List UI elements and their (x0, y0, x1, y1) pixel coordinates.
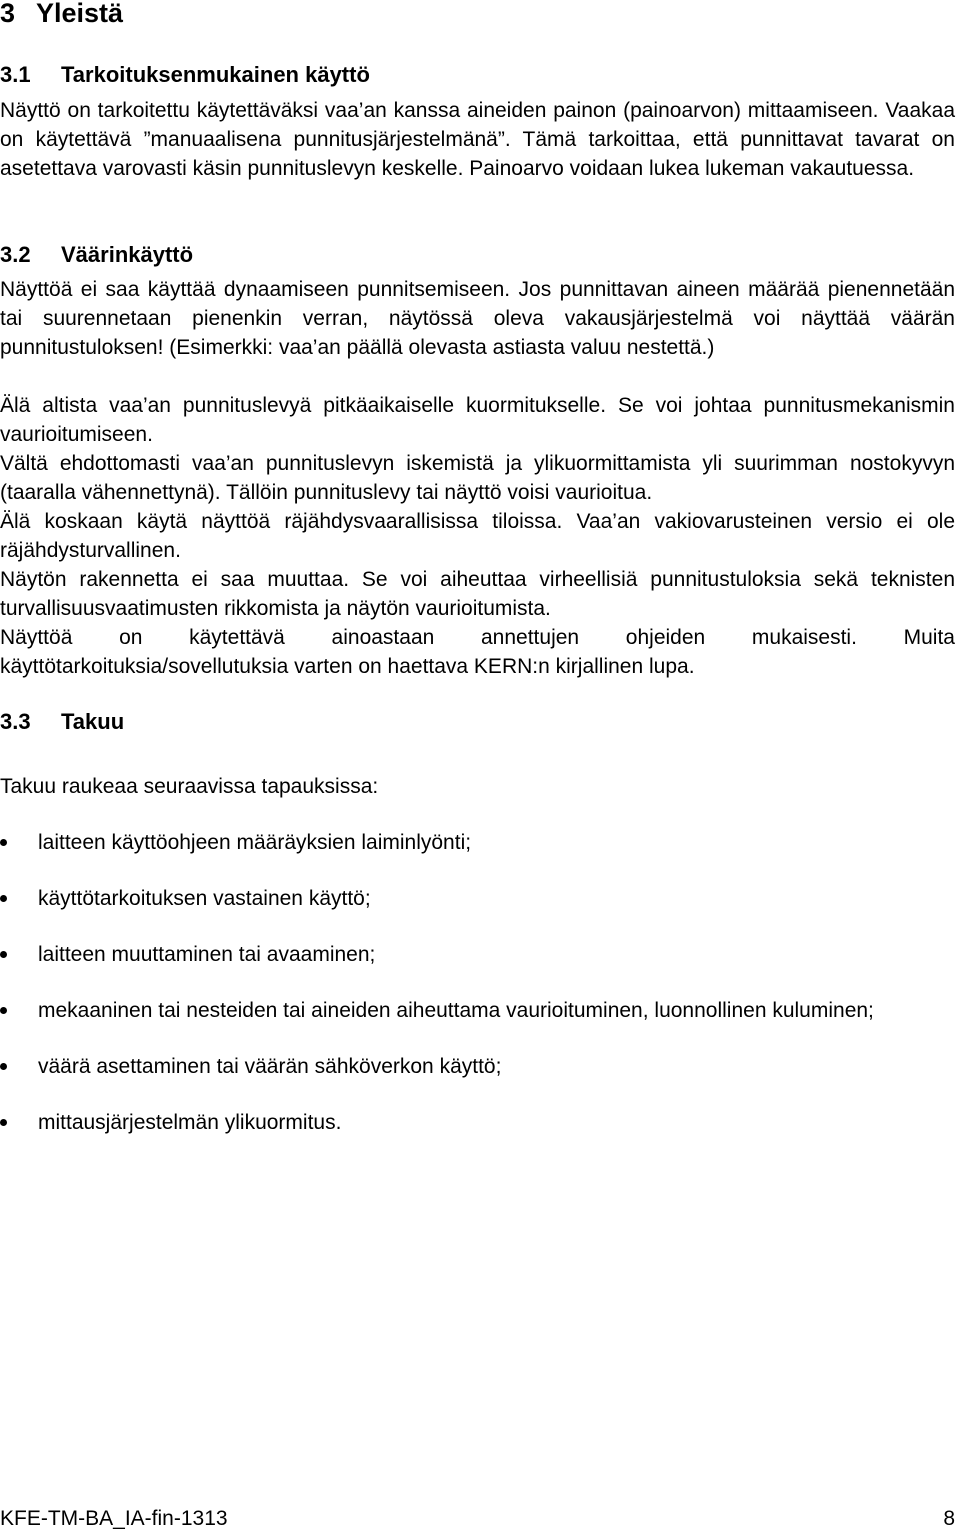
chapter-number: 3 (0, 0, 16, 28)
section-heading-3-1 (0, 61, 370, 89)
warranty-intro: Takuu raukeaa seuraavissa tapauksissa: (0, 775, 379, 798)
section-title: Tarkoituksenmukainen käyttö (61, 62, 370, 87)
chapter-heading (0, 0, 123, 30)
list-item (0, 884, 955, 913)
section-title: Takuu (61, 709, 125, 734)
list-item (0, 1052, 955, 1081)
list-item (0, 828, 955, 857)
list-item-text: mekaaninen tai nesteiden tai aineiden aiheuttama vaurioituminen, luonnollinen kuluminen; (38, 999, 874, 1022)
misuse-paragraph-3: Vältä ehdottomasti vaa’an punnituslevyn iskemistä ja ylikuormittamista yli suurimman nostokyvyn (taaralla vähennettynä). Tällöin punnituslevy tai näyttö voisi vaurioitua. (0, 452, 955, 504)
misuse-paragraph-4: Älä koskaan käytä näyttöä räjähdysvaarallisissa tiloissa. Vaa’an vakiovarusteinen versio ei ole räjähdysturvallinen. (0, 510, 955, 562)
bullet-icon (0, 895, 7, 902)
misuse-paragraph-2: Älä altista vaa’an punnituslevyä pitkäaikaiselle kuormitukselle. Se voi johtaa punnitusmekanismin vaurioitumiseen. (0, 394, 955, 446)
misuse-paragraph-1: Näyttöä ei saa käyttää dynaamiseen punnitsemiseen. Jos punnittavan aineen määrää pienennetään tai suurennetaan pienenkin verran, näytössä oleva vakausjärjestelmä voi näyttää väärän punnitustuloksen! (Esimerkki: vaa’an päällä olevasta astiasta valuu nestettä.) (0, 278, 955, 359)
footer-page-number: 8 (943, 1507, 955, 1530)
list-item-text: väärä asettaminen tai väärän sähköverkon käyttö; (38, 1055, 502, 1078)
chapter-title: Yleistä (36, 0, 124, 28)
list-item (0, 1108, 955, 1137)
misuse-paragraph-5: Näytön rakennetta ei saa muuttaa. Se voi aiheuttaa virheellisiä punnitustuloksia sekä teknisten turvallisuusvaatimusten rikkomista ja näytön vaurioitumista. (0, 568, 955, 620)
section-number: 3.3 (0, 709, 31, 734)
list-item (0, 996, 955, 1025)
section-number: 3.2 (0, 242, 31, 267)
section-3-1-paragraph: Näyttö on tarkoitettu käytettäväksi vaa’an kanssa aineiden painon (painoarvon) mittaamiseen. Vaakaa on käytettävä ”manuaalisena punnitusjärjestelmänä”. Tämä tarkoittaa, että punnittavat tavarat on asetettava varovasti käsin punnituslevyn keskelle. Painoarvo voidaan lukea lukeman vakautuessa. (0, 99, 955, 180)
bullet-icon (0, 839, 7, 846)
misuse-paragraph-6: Näyttöä on käytettävä ainoastaan annettujen ohjeiden mukaisesti. Muita käyttötarkoituksia/sovellutuksia varten on haettava KERN:n kirjallinen lupa. (0, 626, 955, 678)
list-item-text: mittausjärjestelmän ylikuormitus. (38, 1111, 342, 1134)
list-item-text: laitteen muuttaminen tai avaaminen; (38, 943, 376, 966)
bullet-icon (0, 1119, 7, 1126)
list-item-text: laitteen käyttöohjeen määräyksien laiminlyönti; (38, 831, 472, 854)
section-heading-3-3 (0, 708, 124, 736)
bullet-icon (0, 951, 7, 958)
section-heading-3-2 (0, 241, 193, 269)
bullet-icon (0, 1063, 7, 1070)
list-item (0, 940, 955, 969)
footer-document-id: KFE-TM-BA_IA-fin-1313 (0, 1507, 228, 1530)
list-item-text: käyttötarkoituksen vastainen käyttö; (38, 887, 371, 910)
bullet-icon (0, 1007, 7, 1014)
section-number: 3.1 (0, 62, 31, 87)
warranty-conditions-list (0, 828, 955, 1164)
section-title: Väärinkäyttö (61, 242, 194, 267)
